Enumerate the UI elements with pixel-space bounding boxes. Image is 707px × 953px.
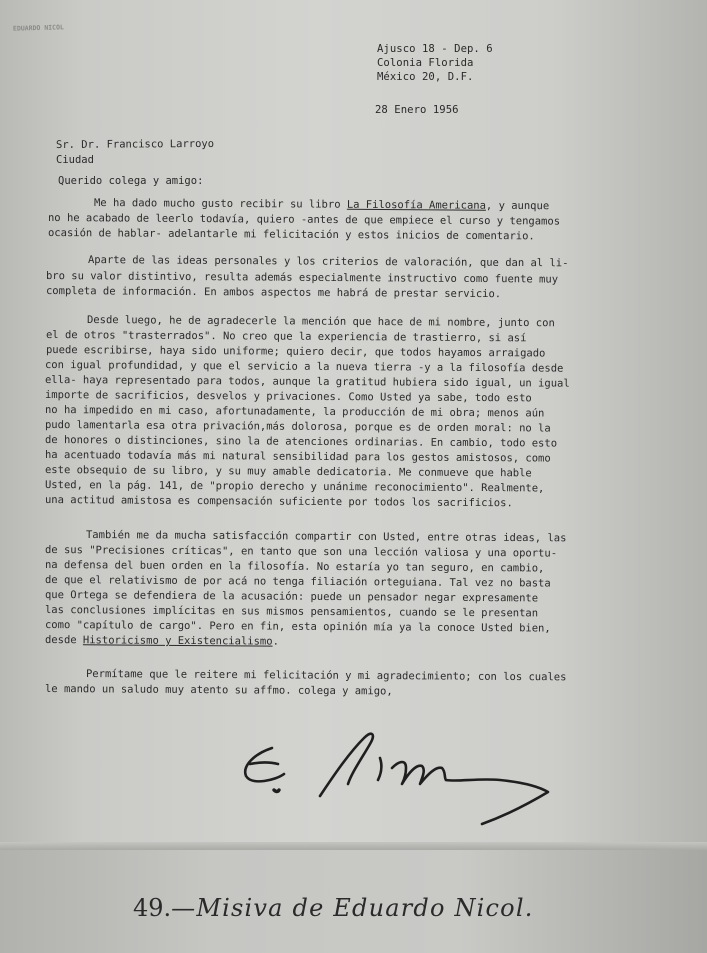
- paragraph-3-line-1: Desde luego, he de agradecerle la mención que hace de mi nombre, junto con: [86, 314, 555, 330]
- caption-number: 49.: [133, 894, 172, 922]
- paragraph-3-line-6: importe de sacrificios, desvelos y privaciones. Como Usted ya sabe, todo esto: [44, 389, 532, 405]
- paragraph-3-line-2: el de otros "trasterrados". No creo que la experiencia de trastierro, si así: [45, 329, 527, 345]
- salutation: Querido colega y amigo:: [58, 175, 204, 187]
- paragraph-4-line-8: [45, 634, 279, 648]
- paragraph-1-line-3: ocasión de hablar- adelantarle mi felicitación y estos inicios de comentario.: [47, 227, 535, 243]
- paragraph-3-line-9: de honores o distinciones, sino la de atenciones ordinarias. En cambio, todo esto: [44, 434, 558, 450]
- caption-text: —Misiva de Eduardo Nicol.: [171, 894, 534, 922]
- paragraph-4-line-4: de que el relativismo de por acá no tenga filiación orteguiana. Tal vez no basta: [44, 574, 551, 590]
- paragraph-2-line-1: Aparte de las ideas personales y los criterios de valoración, que dan al li-: [87, 254, 569, 270]
- paragraph-4-line-1: También me da mucha satisfacción compartir con Usted, entre otras ideas, las: [85, 529, 567, 545]
- paragraph-5-line-2: le mando un saludo muy atento su affmo. colega y amigo,: [44, 683, 393, 698]
- paragraph-2-line-3: completa de información. En ambos aspectos me habrá de prestar servicio.: [45, 285, 502, 301]
- letter-date: 28 Enero 1956: [375, 104, 459, 116]
- letter-bottom-edge: [0, 842, 707, 850]
- book-reference-underlined: Historicismo y Existencialismo: [82, 634, 273, 648]
- address-line-3: México 20, D.F.: [377, 71, 474, 83]
- address-line-2: Colonia Florida: [377, 57, 474, 69]
- paragraph-1-line-1-tail: , y aunque: [485, 199, 550, 213]
- paragraph-4-line-8-text: desde: [44, 634, 77, 647]
- paragraph-5-line-1: Permítame que le reitere mi felicitación y mi agradecimiento; con los cuales: [85, 668, 567, 684]
- paragraph-1-line-1: [94, 197, 549, 212]
- book-title-underlined: La Filosofía Americana: [346, 198, 486, 212]
- address-line-1: Ajusco 18 - Dep. 6: [377, 43, 493, 55]
- paragraph-1-line-1-text: Me ha dado mucho gusto recibir su libro: [93, 197, 341, 211]
- paragraph-3-line-13: una actitud amistosa es compensación suficiente por todos los sacrificios.: [44, 494, 513, 510]
- paragraph-3-line-11: este obsequio de su libro, y su muy amable dedicatoria. Me conmueve que hable: [44, 464, 532, 480]
- paragraph-3-line-8: pudo lamentarla esa otra privación,más dolorosa, porque es de orden moral: no la: [44, 419, 551, 435]
- paragraph-3-line-3: puede escribirse, haya sido uniforme; quiero decir, que todos hayamos arraigado: [45, 344, 546, 360]
- paragraph-3-line-7: no ha impedido en mi caso, afortunadamente, la producción de mi obra; menos aún: [44, 404, 545, 420]
- letterhead: EDUARDO NICOL: [12, 23, 64, 33]
- paragraph-3-line-10: ha acentuado todavía más mi natural sensibilidad para los gestos amistosos, como: [44, 449, 551, 465]
- paragraph-2-line-2: bro su valor distintivo, resulta además especialmente instructivo como fuente muy: [45, 270, 559, 286]
- recipient-name: Sr. Dr. Francisco Larroyo: [55, 137, 215, 151]
- paragraph-4-line-8-tail: .: [272, 635, 279, 648]
- paragraph-4-line-6: las conclusiones implícitas en sus mismos pensamientos, cuando se le presentan: [44, 604, 539, 620]
- paragraph-3-line-4: con igual profundidad, y que el servicio a la nueva tierra -y a la filosofía desde: [44, 359, 564, 375]
- figure-caption: [133, 894, 534, 922]
- paragraph-4-line-5: que Ortega se defendiera de la acusación: puede un pensador negar expresamente: [44, 589, 539, 605]
- paragraph-3-line-12: Usted, en la pág. 141, de "propio derecho y unánime reconocimiento". Realmente,: [44, 479, 545, 495]
- handwritten-signature: [232, 720, 562, 840]
- paragraph-4-line-2: de sus "Precisiones críticas", en tanto que son una lección valiosa y una oportu-: [44, 544, 558, 560]
- paragraph-4-line-3: na defensa del buen orden en la filosofía. No estaría yo tan seguro, en cambio,: [44, 559, 545, 575]
- paragraph-4-line-7: como "capítulo de cargo". Pero en fin, esta opinión mía ya la conoce Usted bien,: [44, 619, 551, 635]
- paragraph-1-line-2: no he acabado de leerlo todavía, quiero -antes de que empiece el curso y tengamos: [47, 212, 561, 228]
- paragraph-3-line-5: ella- haya representado para todos, aunque la gratitud hubiera sido igual, un igual: [44, 374, 570, 390]
- recipient-city: Ciudad: [56, 154, 94, 166]
